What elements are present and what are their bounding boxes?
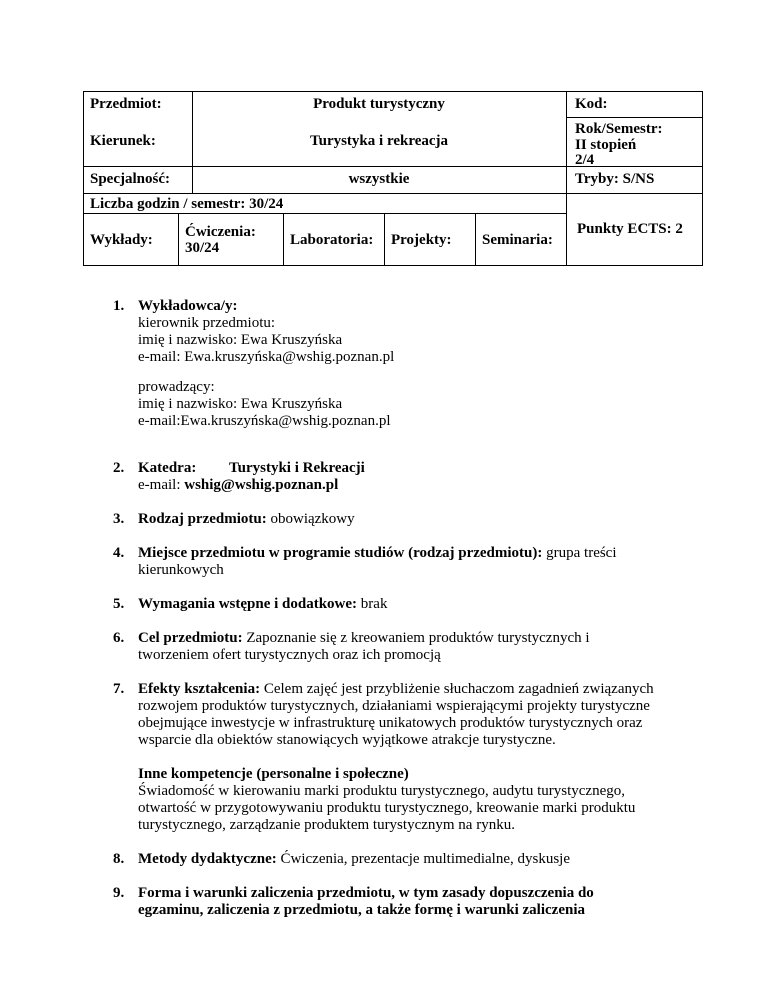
section-2-title: Katedra: bbox=[138, 460, 197, 476]
table-col-divider bbox=[178, 213, 179, 265]
section-1-number: 1. bbox=[113, 298, 125, 314]
section-1-line: e-mail:Ewa.kruszyńska@wshig.poznan.pl bbox=[138, 413, 391, 429]
section-6-title: Cel przedmiotu: bbox=[138, 630, 243, 646]
table-col-divider bbox=[384, 213, 385, 265]
section-6-value-cont: tworzeniem ofert turystycznych oraz ich promocją bbox=[138, 647, 441, 663]
section-8-line bbox=[138, 851, 678, 868]
section-9-title: Forma i warunki zaliczenia przedmiotu, w tym zasady dopuszczenia do bbox=[138, 885, 594, 901]
section-6-number: 6. bbox=[113, 630, 125, 646]
table-col-divider bbox=[475, 213, 476, 265]
section-2-number: 2. bbox=[113, 460, 125, 476]
section-4-title: Miejsce przedmiotu w programie studiów (rodzaj przedmiotu): bbox=[138, 545, 543, 561]
section-2-email-line bbox=[138, 477, 678, 494]
section-7-subtitle: Inne kompetencje (personalne i społeczne) bbox=[138, 766, 409, 782]
section-3-value: obowiązkowy bbox=[266, 511, 355, 527]
section-1-line: prowadzący: bbox=[138, 379, 215, 395]
section-7-title: Efekty kształcenia: bbox=[138, 681, 261, 697]
section-5-title: Wymagania wstępne i dodatkowe: bbox=[138, 596, 358, 612]
section-7-sub-line: turystycznego, zarządzanie produktem turystycznym na rynku. bbox=[138, 817, 515, 833]
section-2-value: Turystyki i Rekreacji bbox=[229, 460, 365, 476]
section-7-number: 7. bbox=[113, 681, 125, 697]
kierunek-label: Kierunek: bbox=[90, 133, 156, 149]
table-row-divider bbox=[83, 166, 703, 167]
tryby-value: Tryby: S/NS bbox=[575, 171, 655, 187]
section-4-line bbox=[138, 545, 678, 562]
kod-label: Kod: bbox=[575, 96, 608, 112]
section-9-title-cont: egzaminu, zaliczenia z przedmiotu, a także formę i warunki zaliczenia bbox=[138, 902, 585, 918]
section-2-email: wshig@wshig.poznan.pl bbox=[184, 477, 339, 493]
section-9-number: 9. bbox=[113, 885, 125, 901]
section-6-value: Zapoznanie się z kreowaniem produktów turystycznych i bbox=[242, 630, 590, 646]
przedmiot-value: Produkt turystyczny bbox=[313, 96, 445, 112]
table-col-divider bbox=[566, 91, 567, 265]
projekty-label: Projekty: bbox=[391, 232, 452, 248]
section-5-number: 5. bbox=[113, 596, 125, 612]
przedmiot-label: Przedmiot: bbox=[90, 96, 162, 112]
table-col-divider bbox=[283, 213, 284, 265]
section-8-title: Metody dydaktyczne: bbox=[138, 851, 277, 867]
table-border-top bbox=[83, 91, 703, 92]
section-4-number: 4. bbox=[113, 545, 125, 561]
cwiczenia-value: 30/24 bbox=[185, 240, 220, 256]
section-6-line bbox=[138, 630, 678, 647]
section-7-sub-line: otwartość w przygotowywaniu produktu turystycznego, kreowanie marki produktu bbox=[138, 800, 636, 816]
table-border-left bbox=[83, 91, 84, 265]
stopien-value: II stopień bbox=[575, 137, 637, 153]
wyklady-label: Wykłady: bbox=[90, 232, 153, 248]
section-3-line bbox=[138, 511, 678, 528]
section-4-value-cont: kierunkowych bbox=[138, 562, 224, 578]
section-3-title: Rodzaj przedmiotu: bbox=[138, 511, 267, 527]
section-7-line bbox=[138, 681, 698, 698]
section-5-line bbox=[138, 596, 678, 613]
seminaria-label: Seminaria: bbox=[482, 232, 553, 248]
section-8-value: Ćwiczenia, prezentacje multimedialne, dyskusje bbox=[276, 851, 570, 867]
liczba-godzin: Liczba godzin / semestr: 30/24 bbox=[90, 196, 284, 212]
section-3-number: 3. bbox=[113, 511, 125, 527]
rok-semestr-value: 2/4 bbox=[575, 152, 595, 168]
section-1-line: e-mail: Ewa.kruszyńska@wshig.poznan.pl bbox=[138, 349, 395, 365]
table-border-bottom bbox=[83, 265, 703, 266]
section-4-value: grupa treści bbox=[542, 545, 617, 561]
section-1-line: kierownik przedmiotu: bbox=[138, 315, 276, 331]
cwiczenia-label: Ćwiczenia: bbox=[185, 224, 256, 240]
table-row-divider bbox=[83, 213, 566, 214]
section-1-line: imię i nazwisko: Ewa Kruszyńska bbox=[138, 332, 343, 348]
table-row-divider bbox=[566, 117, 703, 118]
ects-points: Punkty ECTS: 2 bbox=[577, 221, 683, 237]
section-7-sub-line: Świadomość w kierowaniu marki produktu turystycznego, audytu turystycznego, bbox=[138, 783, 625, 799]
section-1-line: imię i nazwisko: Ewa Kruszyńska bbox=[138, 396, 343, 412]
section-2-email-label: e-mail: bbox=[138, 477, 185, 493]
specjalnosc-value: wszystkie bbox=[348, 171, 410, 187]
section-7-line: rozwojem produktów turystycznych, działaniami wspierającymi projekty turystyczne bbox=[138, 698, 650, 714]
table-border-right bbox=[702, 91, 703, 265]
section-5-value: brak bbox=[357, 596, 388, 612]
section-8-number: 8. bbox=[113, 851, 125, 867]
section-7-line: obejmujące inwestycje w infrastrukturę unikatowych produktów turystycznych oraz bbox=[138, 715, 643, 731]
laboratoria-label: Laboratoria: bbox=[290, 232, 374, 248]
section-1-title: Wykładowca/y: bbox=[138, 298, 238, 314]
kierunek-value: Turystyka i rekreacja bbox=[309, 133, 449, 149]
rok-semestr-label: Rok/Semestr: bbox=[575, 121, 663, 137]
specjalnosc-label: Specjalność: bbox=[90, 171, 170, 187]
section-7-value: Celem zajęć jest przybliżenie słuchaczom zagadnień związanych bbox=[260, 681, 654, 697]
table-row-divider bbox=[83, 193, 703, 194]
section-7-line: wsparcie dla obiektów stanowiących wyjątkowe atrakcje turystyczne. bbox=[138, 732, 556, 748]
